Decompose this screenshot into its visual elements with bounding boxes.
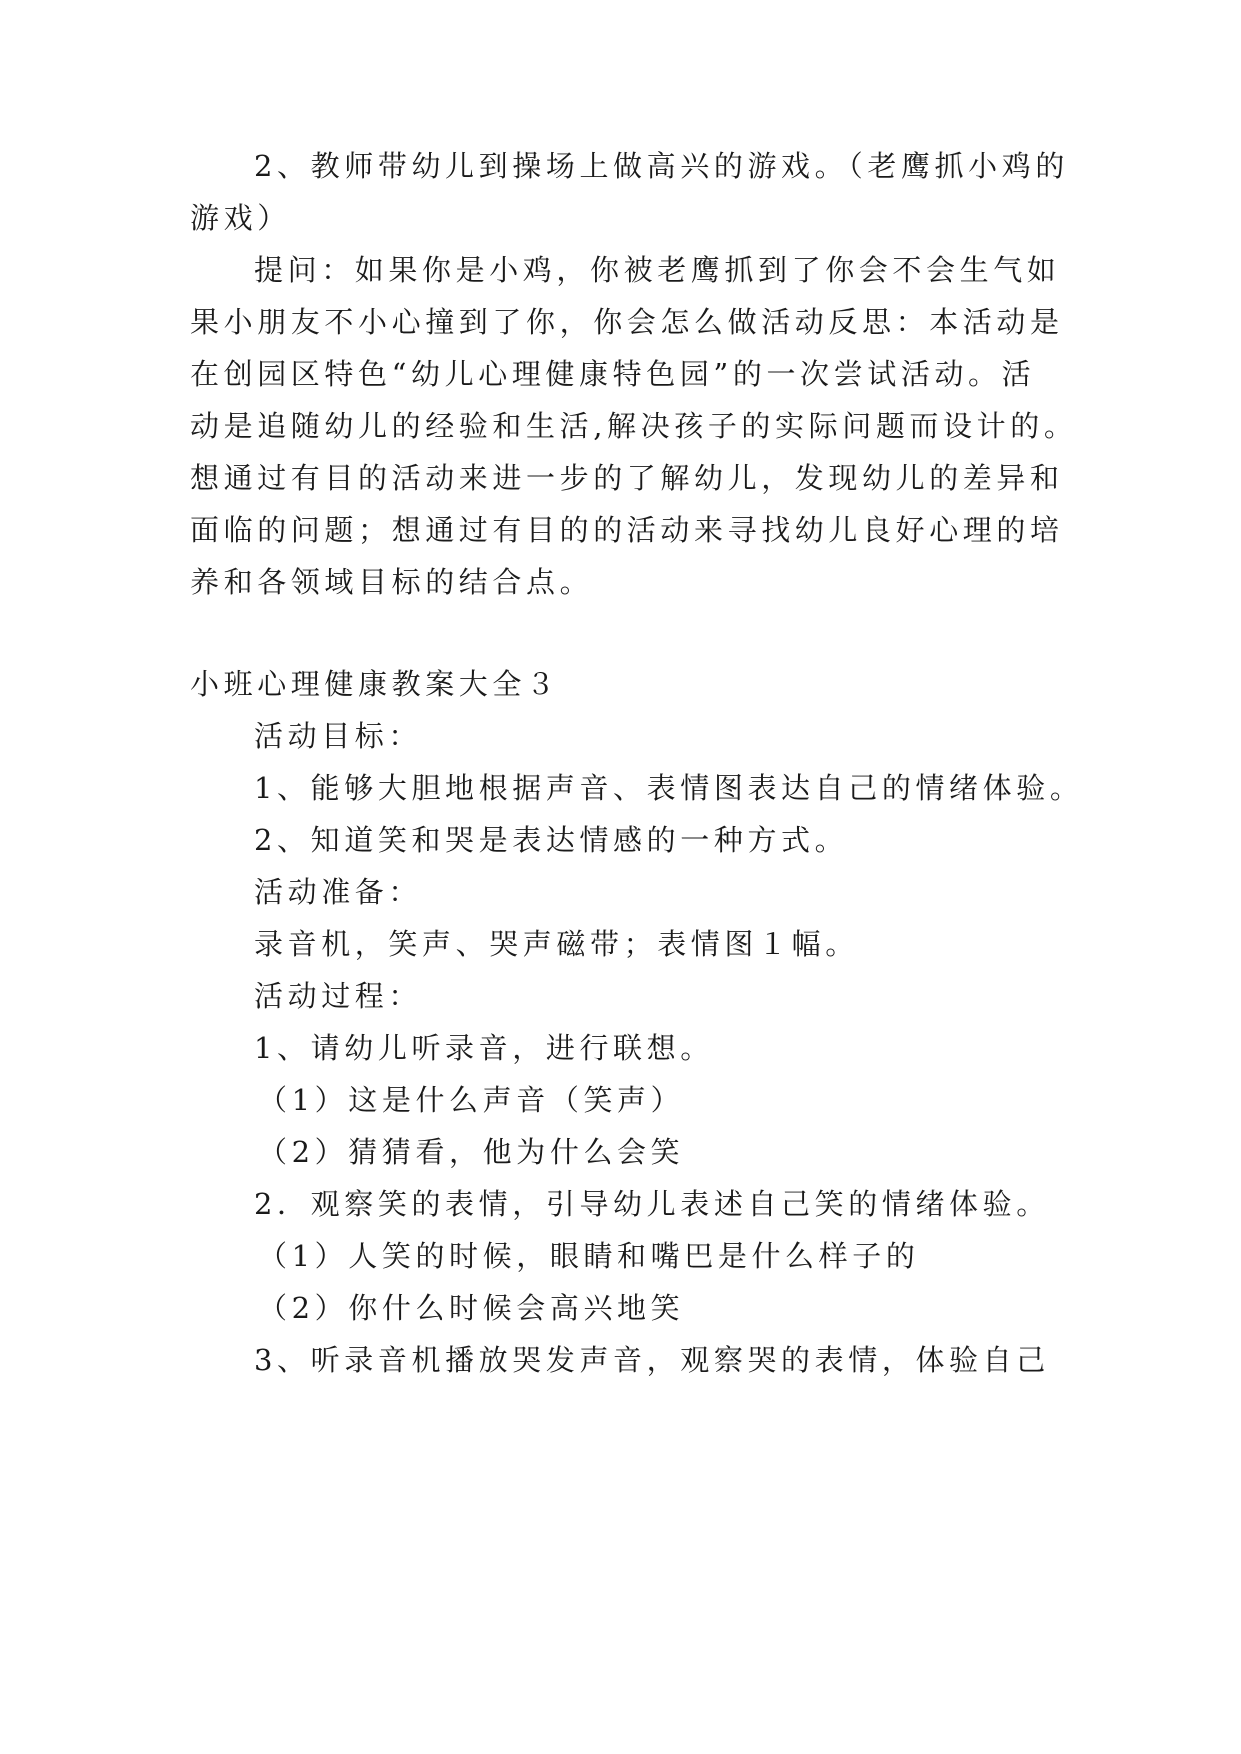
- paragraph-1-line-1: 2、教师带幼儿到操场上做高兴的游戏。（老鹰抓小鸡的: [254, 149, 1069, 183]
- step-2-question-2: （2）你什么时候会高兴地笑: [258, 1291, 685, 1325]
- paragraph-2-line-1: 提问：如果你是小鸡，你被老鹰抓到了你会不会生气如: [254, 253, 1061, 287]
- goal-2: 2、知道笑和哭是表达情感的一种方式。: [254, 823, 849, 857]
- prep-heading: 活动准备：: [254, 875, 423, 909]
- paragraph-1-line-2: 游戏）: [190, 201, 291, 235]
- goal-1: 1、能够大胆地根据声音、表情图表达自己的情绪体验。: [254, 771, 1084, 805]
- step-2-question-1: （1）人笑的时候，眼睛和嘴巴是什么样子的: [258, 1239, 920, 1273]
- step-2: 2．观察笑的表情，引导幼儿表述自己笑的情绪体验。: [254, 1187, 1050, 1221]
- step-3: 3、听录音机播放哭发声音，观察哭的表情，体验自己: [254, 1343, 1050, 1377]
- paragraph-2-line-2: 果小朋友不小心撞到了你，你会怎么做活动反思：本活动是: [190, 305, 1064, 339]
- section-title: 小班心理健康教案大全３: [190, 667, 560, 701]
- step-1: 1、请幼儿听录音，进行联想。: [254, 1031, 714, 1065]
- paragraph-2-line-7: 养和各领域目标的结合点。: [190, 565, 594, 599]
- paragraph-2-line-5: 想通过有目的活动来进一步的了解幼儿，发现幼儿的差异和: [190, 461, 1064, 495]
- prep-text: 录音机，笑声、哭声磁带；表情图１幅。: [254, 927, 859, 961]
- paragraph-2-line-6: 面临的问题；想通过有目的的活动来寻找幼儿良好心理的培: [190, 513, 1064, 547]
- process-heading: 活动过程：: [254, 979, 423, 1013]
- step-1-question-2: （2）猜猜看，他为什么会笑: [258, 1135, 685, 1169]
- goals-heading: 活动目标：: [254, 719, 423, 753]
- paragraph-2-line-3: 在创园区特色“幼儿心理健康特色园”的一次尝试活动。活: [190, 357, 1036, 391]
- step-1-question-1: （1）这是什么声音（笑声）: [258, 1083, 685, 1117]
- paragraph-2-line-4: 动是追随幼儿的经验和生活,解决孩子的实际问题而设计的。: [190, 409, 1078, 443]
